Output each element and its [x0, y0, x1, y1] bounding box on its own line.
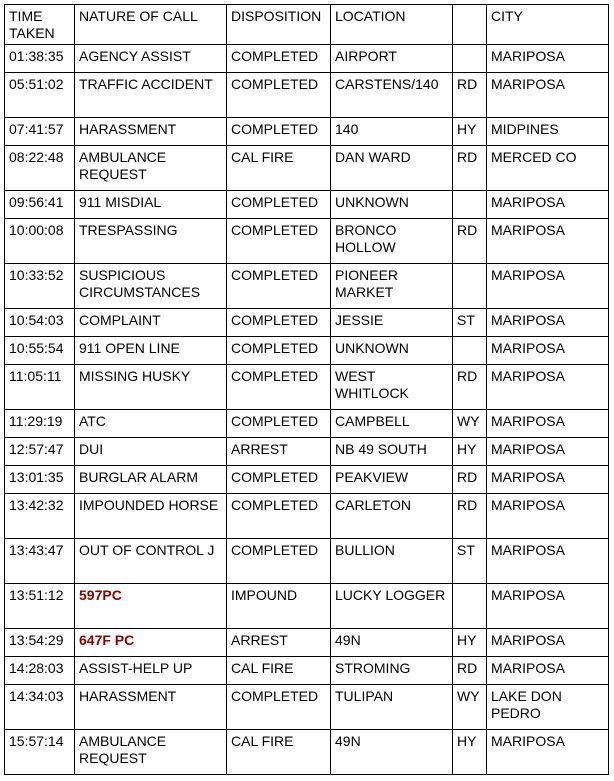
cell-time-taken: 13:42:32 — [5, 494, 75, 539]
cell-location: BULLION — [331, 539, 453, 584]
cell-street-type: RD — [453, 146, 487, 191]
cell-nature-of-call: SUSPICIOUS CIRCUMSTANCES — [75, 264, 227, 309]
cell-disposition: COMPLETED — [227, 337, 331, 365]
header-city: CITY — [487, 5, 609, 45]
cell-city: MARIPOSA — [487, 264, 609, 309]
cell-disposition: IMPOUND — [227, 584, 331, 629]
cell-location: UNKNOWN — [331, 337, 453, 365]
cell-time-taken: 13:43:47 — [5, 539, 75, 584]
cell-time-taken: 09:56:41 — [5, 191, 75, 219]
header-street-type — [453, 5, 487, 45]
cell-location: NB 49 SOUTH — [331, 438, 453, 466]
cell-time-taken: 11:29:19 — [5, 410, 75, 438]
cell-location: AIRPORT — [331, 45, 453, 73]
cell-city: MARIPOSA — [487, 219, 609, 264]
cell-disposition: CAL FIRE — [227, 146, 331, 191]
cell-disposition: CAL FIRE — [227, 657, 331, 685]
cell-time-taken: 10:55:54 — [5, 337, 75, 365]
cell-street-type: HY — [453, 730, 487, 775]
table-row — [5, 146, 609, 191]
cell-location: WEST WHITLOCK — [331, 365, 453, 410]
cell-city: MARIPOSA — [487, 410, 609, 438]
cell-time-taken: 15:57:14 — [5, 730, 75, 775]
table-row — [5, 730, 609, 775]
cell-nature-of-call: ATC — [75, 410, 227, 438]
cell-street-type: RD — [453, 466, 487, 494]
cell-disposition: COMPLETED — [227, 309, 331, 337]
cell-time-taken: 05:51:02 — [5, 73, 75, 118]
table-row — [5, 410, 609, 438]
cell-street-type: RD — [453, 73, 487, 118]
cell-nature-of-call: 911 MISDIAL — [75, 191, 227, 219]
cell-time-taken: 11:05:11 — [5, 365, 75, 410]
cell-city: MARIPOSA — [487, 730, 609, 775]
header-row — [5, 5, 609, 45]
table-row — [5, 584, 609, 629]
table-row — [5, 118, 609, 146]
header-disposition: DISPOSITION — [227, 5, 331, 45]
cell-city: MARIPOSA — [487, 584, 609, 629]
cell-nature-of-call: AMBULANCE REQUEST — [75, 146, 227, 191]
table-row — [5, 657, 609, 685]
cell-disposition: ARREST — [227, 629, 331, 657]
cell-city: MARIPOSA — [487, 438, 609, 466]
cell-location: 49N — [331, 629, 453, 657]
cell-city: MARIPOSA — [487, 73, 609, 118]
cell-time-taken: 14:28:03 — [5, 657, 75, 685]
cell-city: MARIPOSA — [487, 657, 609, 685]
table-row — [5, 494, 609, 539]
cell-disposition: COMPLETED — [227, 685, 331, 730]
cell-disposition: COMPLETED — [227, 466, 331, 494]
cell-disposition: COMPLETED — [227, 219, 331, 264]
table-row — [5, 466, 609, 494]
cell-street-type — [453, 264, 487, 309]
cell-location: JESSIE — [331, 309, 453, 337]
cell-city: MIDPINES — [487, 118, 609, 146]
cell-time-taken: 10:00:08 — [5, 219, 75, 264]
cell-nature-of-call: HARASSMENT — [75, 685, 227, 730]
cell-location: CAMPBELL — [331, 410, 453, 438]
table-row — [5, 685, 609, 730]
table-row — [5, 219, 609, 264]
cell-location: LUCKY LOGGER — [331, 584, 453, 629]
cell-disposition: ARREST — [227, 438, 331, 466]
cell-city: MARIPOSA — [487, 309, 609, 337]
cell-city: MARIPOSA — [487, 45, 609, 73]
cell-time-taken: 13:01:35 — [5, 466, 75, 494]
cell-nature-of-call: HARASSMENT — [75, 118, 227, 146]
cell-street-type: ST — [453, 539, 487, 584]
call-log-table — [4, 4, 609, 775]
cell-city: LAKE DON PEDRO — [487, 685, 609, 730]
cell-disposition: CAL FIRE — [227, 730, 331, 775]
cell-disposition: COMPLETED — [227, 264, 331, 309]
cell-location: CARSTENS/140 — [331, 73, 453, 118]
cell-location: 140 — [331, 118, 453, 146]
cell-location: DAN WARD — [331, 146, 453, 191]
cell-street-type — [453, 45, 487, 73]
cell-nature-of-call: TRESPASSING — [75, 219, 227, 264]
cell-nature-of-call: ASSIST-HELP UP — [75, 657, 227, 685]
cell-city: MARIPOSA — [487, 539, 609, 584]
cell-nature-of-call: DUI — [75, 438, 227, 466]
cell-nature-of-call: TRAFFIC ACCIDENT — [75, 73, 227, 118]
cell-nature-of-call: 597PC — [75, 584, 227, 629]
cell-location: TULIPAN — [331, 685, 453, 730]
cell-disposition: COMPLETED — [227, 191, 331, 219]
cell-street-type: RD — [453, 219, 487, 264]
cell-disposition: COMPLETED — [227, 539, 331, 584]
cell-nature-of-call: MISSING HUSKY — [75, 365, 227, 410]
cell-nature-of-call: COMPLAINT — [75, 309, 227, 337]
cell-location: PIONEER MARKET — [331, 264, 453, 309]
cell-disposition: COMPLETED — [227, 73, 331, 118]
cell-street-type: HY — [453, 629, 487, 657]
cell-location: PEAKVIEW — [331, 466, 453, 494]
cell-street-type — [453, 337, 487, 365]
table-row — [5, 264, 609, 309]
cell-time-taken: 13:51:12 — [5, 584, 75, 629]
cell-street-type: WY — [453, 685, 487, 730]
cell-street-type: RD — [453, 657, 487, 685]
cell-city: MARIPOSA — [487, 629, 609, 657]
cell-city: MARIPOSA — [487, 494, 609, 539]
cell-time-taken: 01:38:35 — [5, 45, 75, 73]
cell-disposition: COMPLETED — [227, 118, 331, 146]
cell-location: BRONCO HOLLOW — [331, 219, 453, 264]
cell-nature-of-call: 911 OPEN LINE — [75, 337, 227, 365]
header-nature-of-call: NATURE OF CALL — [75, 5, 227, 45]
cell-nature-of-call: OUT OF CONTROL J — [75, 539, 227, 584]
cell-street-type: WY — [453, 410, 487, 438]
cell-street-type: HY — [453, 118, 487, 146]
cell-city: MARIPOSA — [487, 337, 609, 365]
table-row — [5, 365, 609, 410]
cell-city: MERCED CO — [487, 146, 609, 191]
cell-street-type: ST — [453, 309, 487, 337]
cell-nature-of-call: IMPOUNDED HORSE — [75, 494, 227, 539]
cell-street-type: RD — [453, 494, 487, 539]
cell-location: CARLETON — [331, 494, 453, 539]
table-row — [5, 309, 609, 337]
cell-location: STROMING — [331, 657, 453, 685]
cell-disposition: COMPLETED — [227, 45, 331, 73]
cell-time-taken: 08:22:48 — [5, 146, 75, 191]
cell-disposition: COMPLETED — [227, 365, 331, 410]
cell-location: UNKNOWN — [331, 191, 453, 219]
header-time-taken: TIME TAKEN — [5, 5, 75, 45]
cell-city: MARIPOSA — [487, 191, 609, 219]
table-row — [5, 337, 609, 365]
cell-street-type: HY — [453, 438, 487, 466]
header-location: LOCATION — [331, 5, 453, 45]
table-row — [5, 45, 609, 73]
cell-street-type: RD — [453, 365, 487, 410]
table-row — [5, 438, 609, 466]
table-row — [5, 191, 609, 219]
cell-time-taken: 13:54:29 — [5, 629, 75, 657]
cell-disposition: COMPLETED — [227, 494, 331, 539]
call-log-body — [5, 5, 609, 775]
table-row — [5, 73, 609, 118]
cell-nature-of-call: AMBULANCE REQUEST — [75, 730, 227, 775]
cell-time-taken: 12:57:47 — [5, 438, 75, 466]
cell-nature-of-call: BURGLAR ALARM — [75, 466, 227, 494]
cell-time-taken: 07:41:57 — [5, 118, 75, 146]
cell-time-taken: 14:34:03 — [5, 685, 75, 730]
cell-nature-of-call: 647F PC — [75, 629, 227, 657]
cell-nature-of-call: AGENCY ASSIST — [75, 45, 227, 73]
table-row — [5, 629, 609, 657]
table-row — [5, 539, 609, 584]
cell-city: MARIPOSA — [487, 365, 609, 410]
cell-disposition: COMPLETED — [227, 410, 331, 438]
cell-street-type — [453, 191, 487, 219]
cell-time-taken: 10:54:03 — [5, 309, 75, 337]
cell-time-taken: 10:33:52 — [5, 264, 75, 309]
cell-city: MARIPOSA — [487, 466, 609, 494]
cell-street-type — [453, 584, 487, 629]
cell-location: 49N — [331, 730, 453, 775]
